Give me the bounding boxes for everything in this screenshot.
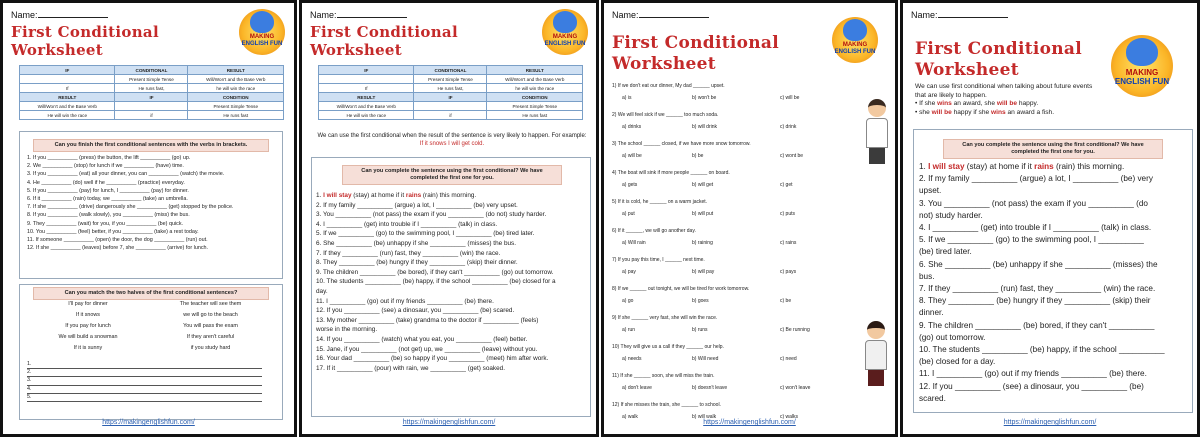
table-row [20, 75, 284, 84]
list-item: 16. Your dad __________ (be) so happy if you __________ (meet) him after work. [316, 355, 549, 363]
making-english-fun-logo: MAKING ENGLISH FUN [832, 17, 878, 63]
table-cell: IF [20, 66, 115, 75]
worksheet-page-2 [299, 0, 599, 437]
table-cell: Present Simple Tense [188, 102, 284, 111]
list-item: worse in the morning. [316, 326, 378, 334]
answer-option[interactable]: c) be [780, 298, 792, 304]
table-cell: RESULT [20, 93, 115, 102]
table-cell: CONDITION [487, 93, 583, 102]
answer-option[interactable]: a) will be [622, 153, 642, 159]
table-cell: Will/Won't and the Base Verb [319, 102, 414, 111]
parrot-icon [250, 11, 274, 33]
list-item: If you pay for lunch [65, 323, 111, 329]
list-item: 8. They __________ (be) hungry if they __________ (skip) their dinner. [316, 259, 518, 267]
answer-option[interactable]: b) Will need [692, 356, 719, 362]
answer-option[interactable]: b) goes [692, 298, 709, 304]
table-cell: Present Simple Tense [115, 75, 188, 84]
answer-option[interactable]: c) walks [780, 414, 799, 420]
answer-option[interactable]: a) gets [622, 182, 638, 188]
table-row [20, 102, 284, 111]
exercise-instruction: Can you finish the first conditional sentences with the verbs in brackets. [33, 139, 269, 152]
question-text: 9) If she ______ very fast, she will win the race. [612, 315, 718, 321]
list-item: 1. If you __________ (press) the button, the lift __________ (go) up. [27, 155, 191, 161]
list-item: 7. If they __________ (run) fast, they __________ (win) the race. [316, 249, 501, 257]
list-item: not) study harder. [919, 210, 983, 220]
table-cell: He runs fast, [115, 84, 188, 93]
page-title: First Conditional Worksheet [11, 23, 159, 59]
answer-option[interactable]: a) drinks [622, 124, 642, 130]
conditional-structure-table [19, 65, 284, 120]
match-right-column [153, 299, 268, 354]
question-text: 6) If it ______, we will go another day. [612, 228, 696, 234]
list-item: If they aren't careful [186, 334, 235, 340]
answer-option[interactable]: b) be [692, 153, 704, 159]
list-item: 2. We __________ (stop) for lunch if we __________ (have) time. [27, 163, 184, 170]
list-item: 12. If you __________ (see) a dinosaur, you __________ (be) [919, 381, 1144, 391]
table-row [319, 102, 583, 111]
table-cell: He runs fast, [414, 84, 487, 93]
table-cell: Will/Won't and the Base Verb [188, 75, 284, 84]
question [612, 373, 832, 402]
table-cell [20, 75, 115, 84]
list-item: 1. [27, 361, 262, 369]
making-english-fun-logo: MAKING ENGLISH FUN [239, 9, 285, 55]
table-cell: Will/Won't and the Base Verb [487, 75, 583, 84]
list-item: 15. Jane, if you __________ (not get) up, we __________ (leave) without you. [316, 345, 538, 353]
list-item: 8. If you __________ (walk slowly), you __________ (miss) the bus. [27, 212, 190, 219]
table-cell: If [20, 84, 115, 93]
list-item: 2. If my family __________ (argue) a lot, I __________ (be) very [919, 174, 1153, 184]
question-text: 10) They will give us a call if they ______ our help. [612, 344, 724, 350]
list-item: 4. [27, 386, 262, 394]
worksheet-page-3 [601, 0, 898, 437]
table-cell [414, 102, 487, 111]
table-row [319, 93, 583, 102]
answer-option[interactable]: c) won't leave [780, 385, 811, 391]
list-item: 13. My mother __________ (take) grandma to the doctor if __________ (feels) [316, 316, 539, 324]
list-item: You will pass the exam [183, 323, 238, 329]
table-row [20, 66, 284, 75]
question-text: 8) If we ______ out tonight, we will be tired for work tomorrow. [612, 286, 750, 292]
list-item: (go) out tomorrow. [919, 332, 986, 342]
list-item: If it is sunny [73, 345, 103, 351]
list-item: 2. [27, 369, 262, 377]
answer-option[interactable]: a) walk [622, 414, 638, 420]
table-cell: RESULT [487, 66, 583, 75]
list-item: 4. I __________ (get) into trouble if I __________ (talk) in class. [919, 223, 1152, 233]
name-field: Name: [911, 10, 1008, 20]
list-item: 3. You __________ (not pass) the exam if you __________ (do [919, 198, 1148, 208]
answer-option[interactable]: c) Be running [780, 327, 810, 333]
answer-option[interactable]: c) get [780, 182, 793, 188]
table-cell: If [319, 84, 414, 93]
worksheet-page-4 [900, 0, 1200, 437]
list-item: we will go to the beach [183, 312, 238, 318]
question-text: 11) If she ______ soon, she will miss the train. [612, 373, 715, 379]
exercise-sentences [27, 154, 234, 252]
table-row [319, 84, 583, 93]
list-item: 4. I __________ (get) into trouble if I __________ (talk) in class. [316, 220, 498, 228]
list-item: • If she wins an award, she will be happy. [915, 100, 1039, 108]
table-cell: He runs fast [188, 111, 284, 120]
example-bullets [915, 100, 1095, 117]
site-url[interactable]: https://makingenglishfun.com/ [703, 419, 796, 426]
making-english-fun-logo: MAKING ENGLISH FUN [542, 9, 588, 55]
list-item: 5. If you __________ (pay) for lunch, I __________ (pay) for dinner. [27, 187, 189, 194]
answer-option[interactable]: c) rains [780, 240, 797, 246]
list-item: 10. You __________ (feel) better, if you __________ (take) a rest today. [27, 228, 199, 235]
list-item: (be) closed for a day. [919, 357, 996, 367]
list-item: 6. She __________ (be) unhappy if she __________ (misses) the [919, 259, 1158, 269]
list-item: bus. [919, 271, 935, 281]
list-item: day. [316, 287, 328, 295]
answer-option[interactable]: b) raining [692, 240, 713, 246]
table-cell [115, 102, 188, 111]
site-url[interactable]: https://makingenglishfun.com/ [1003, 419, 1097, 426]
answer-option[interactable]: b) runs [692, 327, 708, 333]
answer-option[interactable]: b) doesn't leave [692, 385, 728, 391]
question-text: 2) We will feel sick if we ______ too much soda. [612, 112, 719, 118]
answer-option[interactable]: c) need [780, 356, 797, 362]
table-cell: CONDITION [188, 93, 284, 102]
list-item: 11. I __________ (go) out if my friends __________ (be) there. [316, 297, 494, 305]
table-cell: He will win the race [20, 111, 115, 120]
table-cell: He will win the race [319, 111, 414, 120]
answer-option[interactable]: a) is [622, 95, 632, 101]
list-item: • she will be happy if she wins an award a fish. [915, 108, 1055, 116]
table-row [319, 66, 583, 75]
name-field: Name: [11, 10, 108, 20]
answer-lines [27, 361, 262, 402]
list-item: 9. They __________ (wait) for you, if you __________ (be) quick. [27, 220, 184, 227]
list-item: 6. She __________ (be) unhappy if she __________ (misses) the bus. [316, 239, 517, 247]
table-cell: IF [414, 93, 487, 102]
site-url[interactable]: https://makingenglishfun.com/ [102, 419, 195, 426]
parrot-icon [1126, 38, 1158, 66]
answer-option[interactable]: a) go [622, 298, 634, 304]
answer-option[interactable]: a) needs [622, 356, 642, 362]
exercise-instruction: Can you complete the sentence using the first conditional? We have completed the first one for you. [943, 139, 1163, 159]
exercise-sentences [919, 161, 1165, 405]
list-item: 5. If we __________ (go) to the swimming pool, I __________ (be) tired later. [316, 230, 535, 238]
question-text: 1) If we don't eat our dinner, My dad ______ upset. [612, 83, 725, 89]
table-cell: Present Simple Tense [487, 102, 583, 111]
table-row [20, 111, 284, 120]
table-cell: he will win the race [487, 84, 583, 93]
question [612, 170, 832, 199]
table-cell: if [414, 111, 487, 120]
table-cell: if [115, 111, 188, 120]
list-item: 6. If it __________ (rain) today, we __________ (take) an umbrella. [27, 196, 188, 203]
list-item: 3. You __________ (not pass) the exam if you __________ (do not) study harder. [316, 211, 547, 219]
answer-option[interactable]: a) put [622, 211, 635, 217]
worksheet-page-1 [0, 0, 297, 437]
table-cell: Will/Won't and the Base Verb [20, 102, 115, 111]
list-item: 17. If it __________ (pour) with rain, we __________ (get) soaked. [316, 364, 506, 372]
question [612, 315, 832, 344]
list-item: 5. If we __________ (go) to the swimming pool, I __________ [919, 235, 1144, 245]
list-item: 4. He __________ (do) well if he __________ (practice) everyday. [27, 179, 185, 186]
list-item: dinner. [919, 308, 944, 318]
name-field: Name: [612, 10, 709, 20]
list-item: (be) tired later. [919, 247, 972, 257]
list-item: 11. I __________ (go) out if my friends __________ (be) there. [919, 369, 1147, 379]
list-item: 2. If my family __________ (argue) a lot, I __________ (be) very upset. [316, 201, 518, 209]
answer-option[interactable]: b) will pay [692, 269, 715, 275]
answer-option[interactable]: c) drink [780, 124, 797, 130]
answer-option[interactable]: a) run [622, 327, 636, 333]
intro-text: We can use first conditional when talking about future events that are likely to happen. • If she wins an award, she will be happy. • she will be happy if she wins an award a fish. [915, 83, 1095, 117]
list-item: 9. The children __________ (be) bored, if they can't __________ [919, 320, 1155, 330]
question [612, 112, 832, 141]
parrot-icon [843, 19, 867, 41]
multiple-choice-questions [612, 83, 832, 431]
answer-option[interactable]: c) puts [780, 211, 796, 217]
question [612, 286, 832, 315]
table-row [20, 84, 284, 93]
match-instruction: Can you match the two halves of the first conditional sentences? [33, 287, 269, 300]
list-item: scared. [919, 393, 946, 403]
list-item: 9. The children __________ (be bored), if they can't __________ (go) out tomorrow. [316, 268, 554, 276]
intro-text: We can use the first conditional when the result of the sentence is very likely to happen. For example: If it snows I will get cold. [317, 133, 587, 147]
question-text: 5) If it is cold, he ______ on a warm jacket. [612, 199, 708, 205]
table-cell: He runs fast [487, 111, 583, 120]
parrot-icon [553, 11, 577, 33]
list-item: We will build a snowman [58, 334, 118, 340]
table-cell [319, 75, 414, 84]
question [612, 199, 832, 228]
question [612, 228, 832, 257]
exercise-instruction: Can you complete the sentence using the first conditional? We have completed the first one for you. [342, 165, 562, 185]
list-item: 3. [27, 377, 262, 385]
list-item: if you study hard [190, 345, 231, 351]
site-url[interactable]: https://makingenglishfun.com/ [402, 419, 496, 426]
list-item: upset. [919, 186, 942, 196]
question [612, 402, 832, 431]
question-text: 12) If she misses the train, she ______ to school. [612, 402, 721, 408]
table-cell: CONDITIONAL [414, 66, 487, 75]
list-item: 1. I will stay (stay) at home if it rains (rain) this morning. [316, 192, 477, 199]
table-cell: CONDITIONAL [115, 66, 188, 75]
answer-option[interactable]: a) pay [622, 269, 636, 275]
table-cell: he will win the race [188, 84, 284, 93]
list-item: 3. If you __________ (eat) all your dinner, you can __________ (watch) the movie. [27, 171, 225, 178]
list-item: If it snows [76, 312, 100, 318]
boy-illustration [861, 99, 893, 164]
answer-option[interactable]: b) will walk [692, 414, 717, 420]
answer-option[interactable]: c) will be [780, 95, 800, 101]
answer-option[interactable]: c) pays [780, 269, 797, 275]
page-title: First Conditional Worksheet [310, 23, 458, 59]
list-item: The teacher will see them [179, 301, 242, 307]
table-cell: Present Simple Tense [414, 75, 487, 84]
answer-option[interactable]: b) won't be [692, 95, 717, 101]
list-item: 7. If she __________ (drive) dangerously she __________ (get) stopped by the police. [27, 204, 234, 211]
question [612, 141, 832, 170]
list-item: 14. If you __________ (watch) what you eat, you __________ (feel) better. [316, 335, 528, 343]
match-left-column [33, 299, 143, 354]
page-title: First Conditional Worksheet [915, 39, 1082, 80]
exercise-sentences [316, 191, 556, 373]
table-row [319, 75, 583, 84]
answer-option[interactable]: b) will get [692, 182, 714, 188]
list-item: 12. If you __________ (see) a dinosaur, you __________ (be) scared. [316, 307, 515, 315]
page-title: First Conditional Worksheet [612, 33, 779, 74]
table-cell: RESULT [319, 93, 414, 102]
list-item: 5. [27, 394, 262, 402]
conditional-structure-table [318, 65, 583, 120]
girl-illustration [860, 321, 892, 386]
list-item: 10. The students __________ (be) happy, if the school __________ (be) closed for a [316, 278, 556, 286]
answer-option[interactable]: b) will drink [692, 124, 718, 130]
question [612, 344, 832, 373]
list-item: 7. If they __________ (run) fast, they __________ (win) the race. [919, 284, 1156, 294]
answer-option[interactable]: a) don't leave [622, 385, 652, 391]
question [612, 257, 832, 286]
answer-option[interactable]: b) will put [692, 211, 714, 217]
list-item: 11. If someone __________ (open) the door, the dog __________ (run) out. [27, 237, 208, 244]
list-item: 12. If she __________ (leaves) before 7, she __________ (arrive) for lunch. [27, 245, 209, 252]
table-cell: RESULT [188, 66, 284, 75]
question [612, 83, 832, 112]
table-cell: IF [115, 93, 188, 102]
table-row [20, 93, 284, 102]
question-text: 4) The boat will sink if more people ______ on board. [612, 170, 730, 176]
making-english-fun-logo: MAKING ENGLISH FUN [1111, 35, 1173, 97]
list-item: 10. The students __________ (be) happy, if the school __________ [919, 345, 1165, 355]
table-row [319, 111, 583, 120]
answer-option[interactable]: c) wont be [780, 153, 804, 159]
list-item: 1. I will stay (stay) at home if it rains (rain) this morning. [919, 162, 1125, 171]
list-item: I'll pay for dinner [68, 301, 108, 307]
question-text: 3) The school ______ closed, if we have more snow tomorrow. [612, 141, 751, 147]
answer-option[interactable]: a) Will rain [622, 240, 646, 246]
table-cell: IF [319, 66, 414, 75]
name-field: Name: [310, 10, 407, 20]
question-text: 7) If you pay this time, I ______ next time. [612, 257, 705, 263]
list-item: 8. They __________ (be) hungry if they __________ (skip) their [919, 296, 1151, 306]
